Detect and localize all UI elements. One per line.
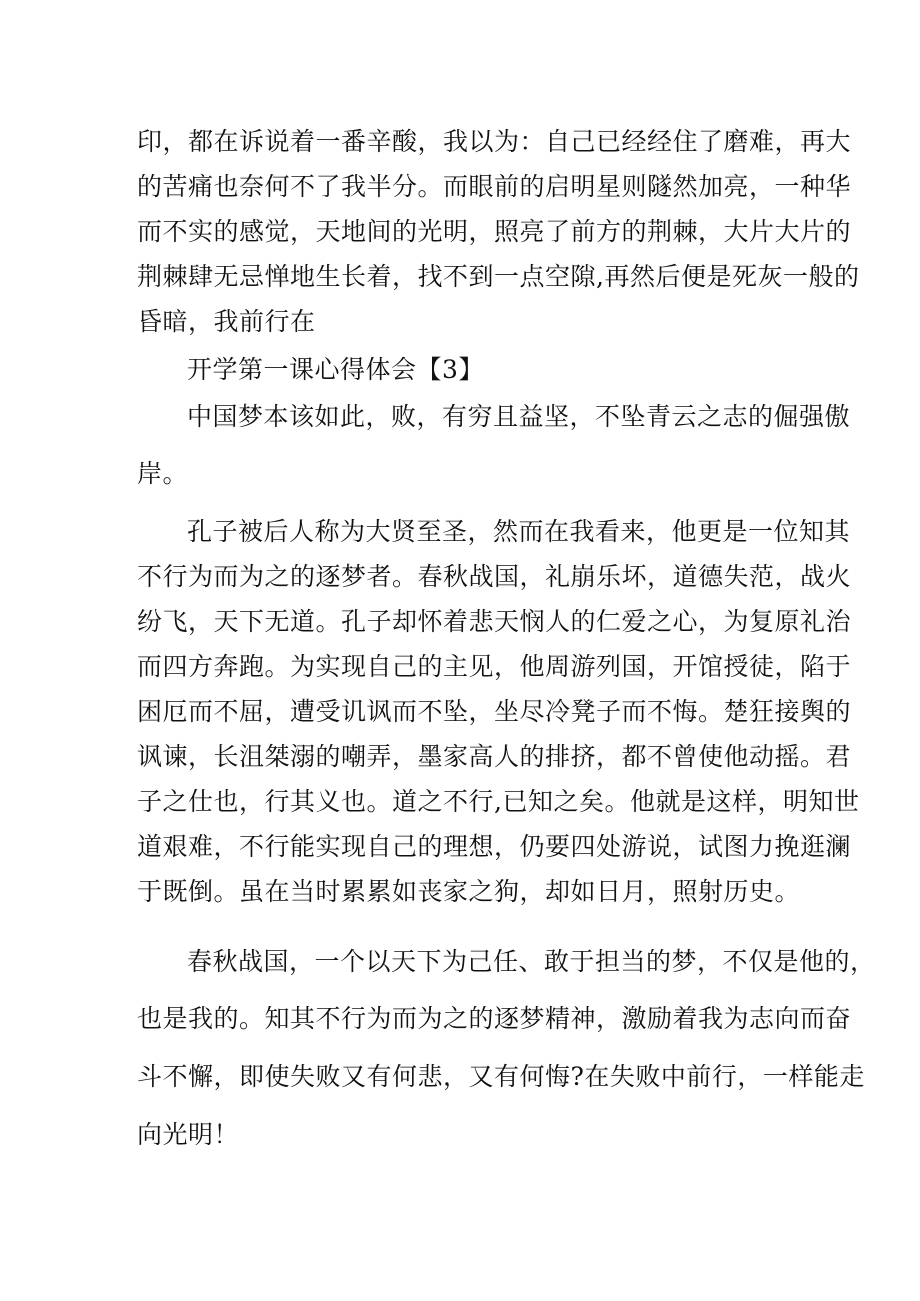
paragraph-1-line-2: 的苦痛也奈何不了我半分。而眼前的启明星则隧然加亮，一种华 xyxy=(137,172,852,201)
paragraph-3-line-4: 而四方奔跑。为实现自己的主见，他周游列国，开馆授徒，陷于 xyxy=(137,652,852,681)
paragraph-1-line-1: 印，都在诉说着一番辛酸，我以为：自己已经经住了磨难，再大 xyxy=(137,127,852,156)
paragraph-3-line-3: 纷飞，天下无道。孔子却怀着悲天悯人的仁爱之心，为复原礼治 xyxy=(137,607,852,636)
paragraph-3-line-5: 困厄而不屈，遭受讥讽而不坠，坐尽冷凳子而不悔。楚狂接舆的 xyxy=(137,697,852,726)
paragraph-3-line-1: 孔子被后人称为大贤至圣，然而在我看来，他更是一位知其 xyxy=(187,517,851,546)
paragraph-1-line-4: 荆棘肆无忌惮地生长着，找不到一点空隙,再然后便是死灰一般的 xyxy=(137,262,860,291)
paragraph-3-line-7: 子之仕也，行其义也。道之不行,已知之矣。他就是这样，明知世 xyxy=(137,787,860,816)
paragraph-3-line-8: 道艰难，不行能实现自己的理想，仍要四处游说，试图力挽逛澜 xyxy=(137,832,852,861)
section-heading: 开学第一课心得体会【3】 xyxy=(187,355,484,384)
paragraph-4-line-4: 向光明！ xyxy=(137,1120,240,1149)
paragraph-4-line-1: 春秋战国，一个以天下为己任、敢于担当的梦，不仅是他的， xyxy=(187,947,876,976)
paragraph-1-line-5: 昏暗，我前行在 xyxy=(137,307,316,336)
paragraph-2-line-2: 岸。 xyxy=(137,459,189,488)
paragraph-3-line-2: 不行为而为之的逐梦者。春秋战国，礼崩乐坏，道德失范，战火 xyxy=(137,562,852,591)
paragraph-3-line-6: 讽谏，长沮桀溺的嘲弄，墨家高人的排挤，都不曾使他动摇。君 xyxy=(137,742,852,771)
paragraph-4-line-2: 也是我的。知其不行为而为之的逐梦精神，激励着我为志向而奋 xyxy=(137,1004,852,1033)
paragraph-4-line-3: 斗不懈，即使失败又有何悲，又有何悔?在失败中前行，一样能走 xyxy=(137,1062,865,1091)
paragraph-2-line-1: 中国梦本该如此，败，有穷且益坚，不坠青云之志的倔强傲 xyxy=(187,402,851,431)
paragraph-1-line-3: 而不实的感觉，天地间的光明，照亮了前方的荆棘，大片大片的 xyxy=(137,217,852,246)
paragraph-3-line-9: 于既倒。虽在当时累累如丧家之狗，却如日月，照射历史。 xyxy=(137,877,801,906)
